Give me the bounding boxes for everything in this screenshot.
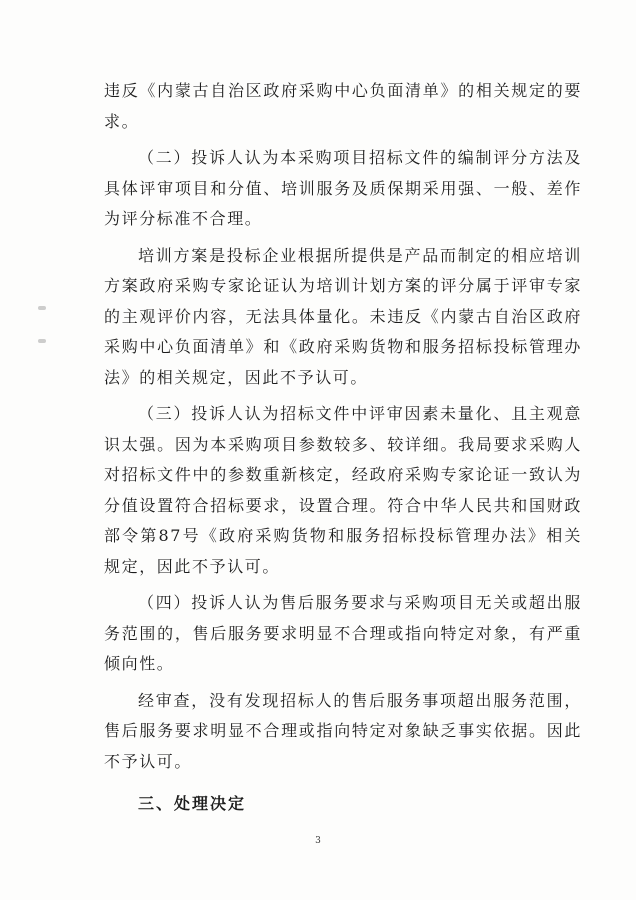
page-number: 3 [315,836,321,846]
paragraph-review-result: 经审查，没有发现招标人的售后服务事项超出服务范围，售后服务要求明显不合理或指向特定对象缺乏事实依据。因此不予认可。 [104,690,582,771]
margin-binding-mark [38,306,46,310]
paragraph-complaint-four: （四）投诉人认为售后服务要求与采购项目无关或超出服务范围的，售后服务要求明显不合理或指向特定对象，有严重倾向性。 [104,593,582,673]
paragraph-complaint-two: （二）投诉人认为本采购项目招标文件的编制评分方法及具体评审项目和分值、培训服务及质保期采用强、一般、差作为评分标准不合理。 [104,148,582,228]
margin-binding-mark [38,339,46,343]
paragraph-complaint-three: （三）投诉人认为招标文件中评审因素未量化、且主观意识太强。因为本采购项目参数较多、较详细。我局要求采购人对招标文件中的参数重新核定，经政府采购专家论证一致认为分值设置符合招标要求，设置合理。符合中华人民共和国财政部令第87号《政府采购货物和服务招标投标管理办法》相关规定，因此不予认可。 [104,404,582,576]
section-heading: 三、处理决定 [138,794,247,813]
paragraph-continuation: 违反《内蒙古自治区政府采购中心负面清单》的相关规定的要求。 [104,81,582,131]
document-body [104,76,582,819]
paragraph-training-plan: 培训方案是投标企业根据所提供是产品而制定的相应培训方案政府采购专家论证认为培训计划方案的评分属于评审专家的主观评价内容，无法具体量化。未违反《内蒙古自治区政府采购中心负面清单》和《政府采购货物和服务招标投标管理办法》的相关规定，因此不予认可。 [104,245,582,387]
